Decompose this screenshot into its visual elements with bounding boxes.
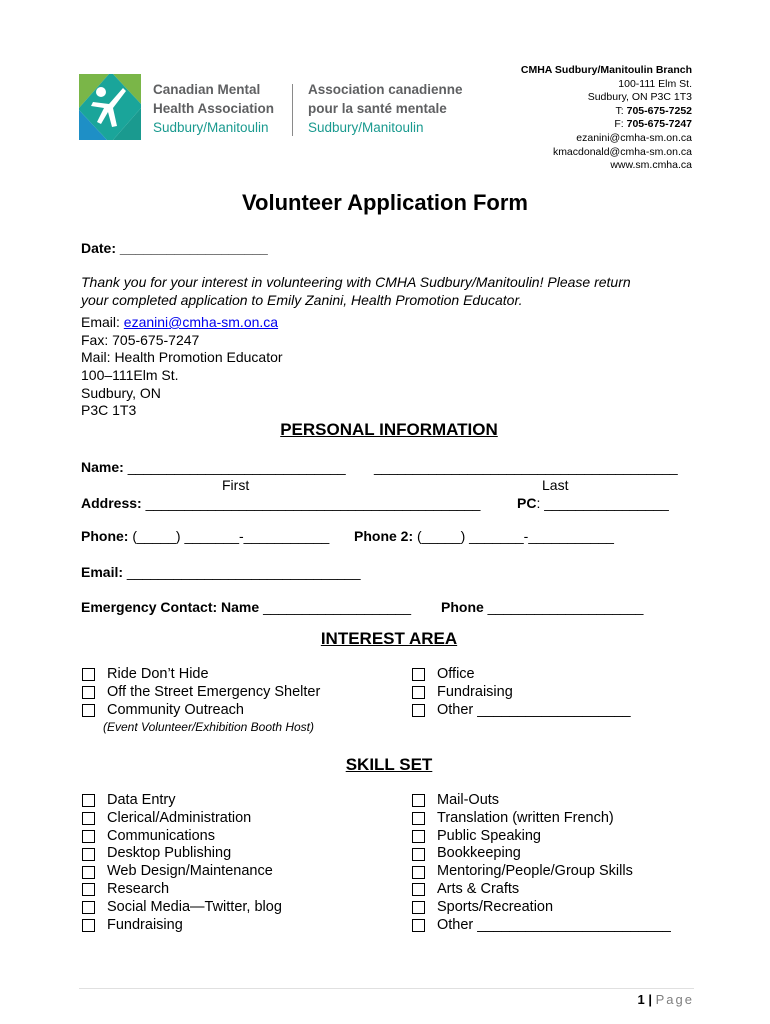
logo-fr-line2: pour la santé mentale: [308, 101, 447, 116]
checkbox[interactable]: [82, 919, 95, 932]
skill-option-label: Public Speaking: [437, 827, 541, 844]
checkbox[interactable]: [82, 812, 95, 825]
branch-fax: [521, 118, 692, 132]
skill-option[interactable]: [412, 899, 671, 917]
checkbox[interactable]: [412, 686, 425, 699]
interest-option[interactable]: [412, 702, 631, 720]
skill-option[interactable]: [412, 810, 671, 828]
skill-option[interactable]: [412, 863, 671, 881]
phone2-blank: (_____) _______-___________: [417, 528, 614, 544]
address-blank: ___________________________________________: [145, 495, 481, 511]
interest-option[interactable]: [412, 666, 631, 684]
logo-french-text: [308, 80, 463, 137]
interest-option-label: Community Outreach: [107, 701, 244, 718]
skill-option-label: Bookkeeping: [437, 845, 521, 862]
fax-label: F:: [614, 118, 627, 131]
logo-en-line1: Canadian Mental: [153, 82, 261, 97]
checkbox[interactable]: [412, 704, 425, 717]
skill-option-label: Clerical/Administration: [107, 809, 252, 826]
name-last-field[interactable]: _______________________________________: [374, 459, 678, 475]
branch-city: Sudbury, ON P3C 1T3: [587, 91, 692, 104]
name-first-blank: ____________________________: [127, 459, 346, 475]
phone-field[interactable]: [81, 527, 329, 545]
skill-option[interactable]: [82, 792, 282, 810]
skill-set-heading: SKILL SET: [345, 755, 433, 774]
emergency-label: Emergency Contact: Name: [81, 599, 264, 615]
date-label: Date:: [81, 240, 120, 256]
interest-option[interactable]: [412, 684, 631, 702]
skill-option-label: Fundraising: [107, 916, 183, 933]
branch-website: www.sm.cmha.ca: [610, 159, 692, 172]
skill-option[interactable]: [82, 881, 282, 899]
checkbox[interactable]: [82, 686, 95, 699]
skill-option[interactable]: [412, 917, 671, 935]
skill-option-label: Communications: [107, 827, 215, 844]
skill-option-label: Social Media—Twitter, blog: [107, 898, 282, 915]
logo-fr-line1: Association canadienne: [308, 82, 463, 97]
footer-separator: |: [644, 992, 656, 1007]
skill-option-label: Web Design/Maintenance: [107, 863, 273, 880]
intro-email: [81, 313, 278, 331]
checkbox[interactable]: [82, 830, 95, 843]
emergency-phone-field[interactable]: [441, 598, 643, 616]
name-first-field[interactable]: [81, 458, 346, 476]
postal-code-field[interactable]: [517, 494, 669, 512]
checkbox[interactable]: [412, 830, 425, 843]
intro-address-1: 100–111Elm St.: [81, 367, 179, 383]
checkbox[interactable]: [412, 848, 425, 861]
interest-option-label: Office: [437, 666, 475, 682]
interest-option-label: Fundraising: [437, 683, 513, 700]
interest-option[interactable]: [82, 666, 320, 684]
checkbox[interactable]: [82, 704, 95, 717]
skill-option[interactable]: [82, 845, 282, 863]
branch-telephone: [521, 105, 692, 119]
checkbox[interactable]: [412, 866, 425, 879]
skill-option-label: Desktop Publishing: [107, 845, 232, 862]
skills-right-list: [412, 792, 671, 934]
emergency-phone-label: Phone: [441, 599, 488, 615]
checkbox[interactable]: [82, 901, 95, 914]
interest-note: (Event Volunteer/Exhibition Booth Host): [103, 720, 315, 734]
checkbox[interactable]: [82, 866, 95, 879]
branch-email-1: ezanini@cmha-sm.on.ca: [576, 131, 692, 144]
footer-divider: [79, 988, 694, 989]
skill-option-label: Sports/Recreation: [437, 898, 554, 915]
cmha-logo-icon: [79, 74, 141, 140]
skill-option-label: Arts & Crafts: [437, 880, 520, 897]
tel-number: 705-675-7252: [626, 104, 692, 117]
intro-email-label: Email:: [81, 314, 124, 330]
checkbox[interactable]: [82, 668, 95, 681]
skill-option[interactable]: [82, 828, 282, 846]
intro-line-2: your completed application to Emily Zanini, Health Promotion Educator.: [81, 292, 523, 308]
branch-name: CMHA Sudbury/Manitoulin Branch: [520, 64, 692, 76]
checkbox[interactable]: [412, 883, 425, 896]
skill-option[interactable]: [412, 828, 671, 846]
email-label: Email:: [81, 564, 127, 580]
intro-email-link[interactable]: ezanini@cmha-sm.on.ca: [123, 314, 279, 330]
intro-address-3: P3C 1T3: [81, 402, 137, 418]
branch-street: 100-111 Elm St.: [618, 77, 692, 90]
checkbox[interactable]: [412, 668, 425, 681]
checkbox[interactable]: [412, 794, 425, 807]
skill-option-label: Mail-Outs: [437, 792, 500, 808]
contact-block: [521, 64, 692, 173]
checkbox[interactable]: [412, 812, 425, 825]
checkbox[interactable]: [412, 919, 425, 932]
phone-label: Phone:: [81, 528, 133, 544]
pc-blank: : ________________: [536, 495, 669, 511]
interest-option[interactable]: [82, 702, 320, 720]
logo-en-line2: Health Association: [153, 101, 275, 116]
date-field[interactable]: [81, 239, 268, 257]
intro-mail: Mail: Health Promotion Educator: [81, 349, 283, 365]
logo-en-line3: Sudbury/Manitoulin: [153, 120, 269, 135]
intro-address-2: Sudbury, ON: [81, 385, 161, 401]
page-number: 1: [637, 992, 645, 1007]
logo-english-text: [153, 80, 274, 137]
skill-option[interactable]: [412, 845, 671, 863]
email-field[interactable]: [81, 563, 361, 581]
skills-left-list: [82, 792, 282, 934]
checkbox[interactable]: [412, 901, 425, 914]
page-word: Page: [655, 992, 694, 1007]
pc-label: PC: [517, 495, 537, 511]
tel-label: T:: [615, 104, 627, 117]
branch-email-2: kmacdonald@cmha-sm.on.ca: [552, 145, 692, 158]
skill-option[interactable]: [412, 792, 671, 810]
skill-option-label: Translation (written French): [437, 809, 614, 826]
interest-option-label: Other ___________________: [437, 701, 631, 718]
address-label: Address:: [81, 495, 146, 511]
skill-option-label: Data Entry: [107, 792, 176, 808]
emergency-phone-blank: ____________________: [487, 599, 644, 615]
name-label: Name:: [81, 459, 128, 475]
checkbox[interactable]: [82, 794, 95, 807]
skill-option[interactable]: [412, 881, 671, 899]
logo-fr-line3: Sudbury/Manitoulin: [308, 120, 424, 135]
page-title: Volunteer Application Form: [241, 190, 528, 215]
intro-fax: Fax: 705-675-7247: [81, 332, 200, 348]
page-footer: [638, 992, 694, 1007]
interest-left-list: [82, 666, 320, 719]
logo-divider: [292, 84, 293, 136]
skill-option[interactable]: [82, 863, 282, 881]
phone-blank: (_____) _______-___________: [132, 528, 330, 544]
skill-option-label: Research: [107, 880, 170, 897]
skill-option[interactable]: [82, 899, 282, 917]
interest-option[interactable]: [82, 684, 320, 702]
checkbox[interactable]: [82, 883, 95, 896]
checkbox[interactable]: [82, 848, 95, 861]
phone2-field[interactable]: [354, 527, 614, 545]
personal-info-heading: PERSONAL INFORMATION: [280, 420, 498, 439]
last-caption: Last: [542, 477, 569, 493]
email-blank: ______________________________: [126, 564, 361, 580]
interest-area-heading: INTEREST AREA: [320, 629, 458, 648]
emergency-blank: ___________________: [263, 599, 411, 615]
interest-right-list: [412, 666, 631, 719]
interest-option-label: Off the Street Emergency Shelter: [107, 683, 321, 700]
intro-line-1: Thank you for your interest in volunteering with CMHA Sudbury/Manitoulin! Please return: [81, 274, 631, 290]
interest-option-label: Ride Don’t Hide: [107, 666, 209, 682]
phone2-label: Phone 2:: [354, 528, 418, 544]
date-blank: ___________________: [119, 240, 268, 256]
skill-option-label: Mentoring/People/Group Skills: [437, 863, 633, 880]
skill-option-label: Other ________________________: [437, 916, 671, 933]
first-caption: First: [222, 477, 250, 493]
emergency-name-field[interactable]: [81, 598, 411, 616]
address-field[interactable]: [81, 494, 480, 512]
fax-number: 705-675-7247: [626, 118, 692, 131]
skill-option[interactable]: [82, 917, 282, 935]
skill-option[interactable]: [82, 810, 282, 828]
